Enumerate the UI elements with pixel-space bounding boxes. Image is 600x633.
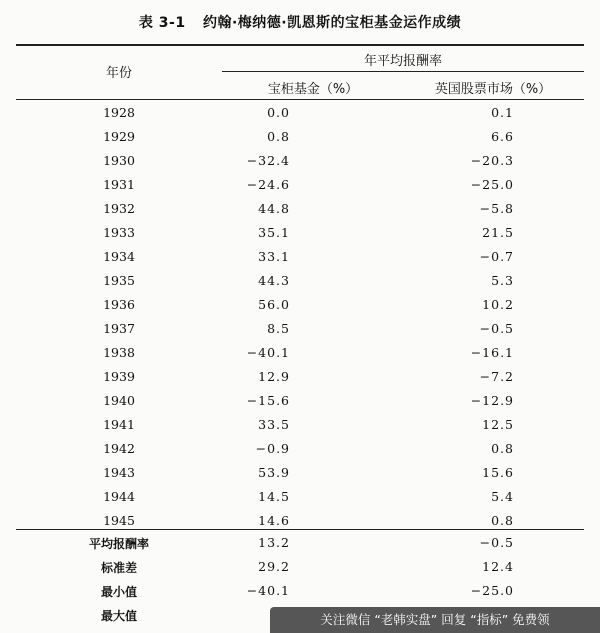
year-cell: 1928 [103,105,135,120]
fund-return-cell: 44.3 [258,273,290,288]
market-return-cell: 5.4 [491,489,514,504]
header-bottom-rule [16,99,584,100]
summary-label: 标准差 [100,561,137,575]
table-row [16,269,584,293]
year-cell: 1938 [103,345,135,360]
market-return-cell: −0.5 [479,321,514,336]
header-annual-return: 年平均报酬率 [363,54,442,69]
fund-return-cell: 0.8 [267,129,290,144]
market-return-cell: −20.3 [470,153,514,168]
market-return-cell: −25.0 [470,583,514,598]
table-row [16,245,584,269]
table-row [16,485,584,509]
fund-return-cell: −15.6 [246,393,290,408]
table-title [0,12,600,32]
fund-return-cell: 35.1 [258,225,290,240]
fund-return-cell: 33.5 [258,417,290,432]
year-cell: 1933 [103,225,135,240]
fund-return-cell: 53.9 [258,465,290,480]
fund-return-cell: −40.1 [246,345,290,360]
table-row [16,389,584,413]
market-return-cell: −5.8 [479,201,514,216]
market-return-cell: −0.5 [479,535,514,550]
year-cell: 1930 [103,153,135,168]
top-rule [16,44,584,46]
table-row [16,317,584,341]
table-row [16,437,584,461]
table-row [16,461,584,485]
fund-return-cell: 8.5 [267,321,290,336]
year-cell: 1941 [103,417,135,432]
year-cell: 1944 [103,489,135,504]
table-row [16,173,584,197]
market-return-cell: 12.5 [482,417,514,432]
table-row [16,293,584,317]
market-return-cell: 0.8 [491,441,514,456]
summary-label: 平均报酬率 [88,537,149,551]
market-return-cell: −0.7 [479,249,514,264]
table-row [16,197,584,221]
summary-label: 最大值 [100,609,137,623]
table-row [16,221,584,245]
year-cell: 1940 [103,393,135,408]
year-cell: 1945 [103,513,135,528]
header-fund: 宝柜基金（%） [267,82,359,97]
table-row [16,341,584,365]
year-cell: 1932 [103,201,135,216]
market-return-cell: 0.1 [491,105,514,120]
table-title-text: 约翰·梅纳德·凯恩斯的宝柜基金运作成绩 [202,15,462,31]
table-row [16,365,584,389]
year-cell: 1934 [103,249,135,264]
table-row [16,149,584,173]
fund-return-cell: −0.9 [255,441,290,456]
header-year: 年份 [105,66,132,81]
market-return-cell: −12.9 [470,393,514,408]
year-cell: 1936 [103,297,135,312]
summary-row [16,579,584,603]
fund-return-cell: 14.6 [258,513,290,528]
fund-return-cell: −24.6 [246,177,290,192]
market-return-cell: 10.2 [482,297,514,312]
fund-return-cell: −32.4 [246,153,290,168]
market-return-cell: 5.3 [491,273,514,288]
market-return-cell: −25.0 [470,177,514,192]
fund-return-cell: 0.0 [267,105,290,120]
market-return-cell: 21.5 [482,225,514,240]
table-row [16,125,584,149]
fund-return-cell: 29.2 [258,559,290,574]
market-return-cell: 15.6 [482,465,514,480]
market-return-cell: 0.8 [491,513,514,528]
market-return-cell: −16.1 [470,345,514,360]
year-cell: 1943 [103,465,135,480]
header-market: 英国股票市场（%） [434,82,552,97]
year-cell: 1929 [103,129,135,144]
fund-return-cell: 33.1 [258,249,290,264]
table-number: 表 3-1 [138,15,186,31]
fund-return-cell: −40.1 [246,583,290,598]
table-row [16,101,584,125]
table-row [16,413,584,437]
fund-return-cell: 13.2 [258,535,290,550]
year-cell: 1931 [103,177,135,192]
watermark-banner: 关注微信 “老韩实盘” 回复 “指标” 免费领 [270,607,600,633]
market-return-cell: −7.2 [479,369,514,384]
summary-row [16,531,584,555]
header-group-rule [222,71,584,72]
market-return-cell: 12.4 [482,559,514,574]
fund-return-cell: 56.0 [258,297,290,312]
fund-return-cell: 14.5 [258,489,290,504]
summary-row [16,555,584,579]
year-cell: 1937 [103,321,135,336]
summary-rule [16,529,584,530]
market-return-cell: 6.6 [491,129,514,144]
fund-return-cell: 44.8 [258,201,290,216]
fund-return-cell: 12.9 [258,369,290,384]
summary-label: 最小值 [100,585,137,599]
year-cell: 1942 [103,441,135,456]
year-cell: 1939 [103,369,135,384]
year-cell: 1935 [103,273,135,288]
